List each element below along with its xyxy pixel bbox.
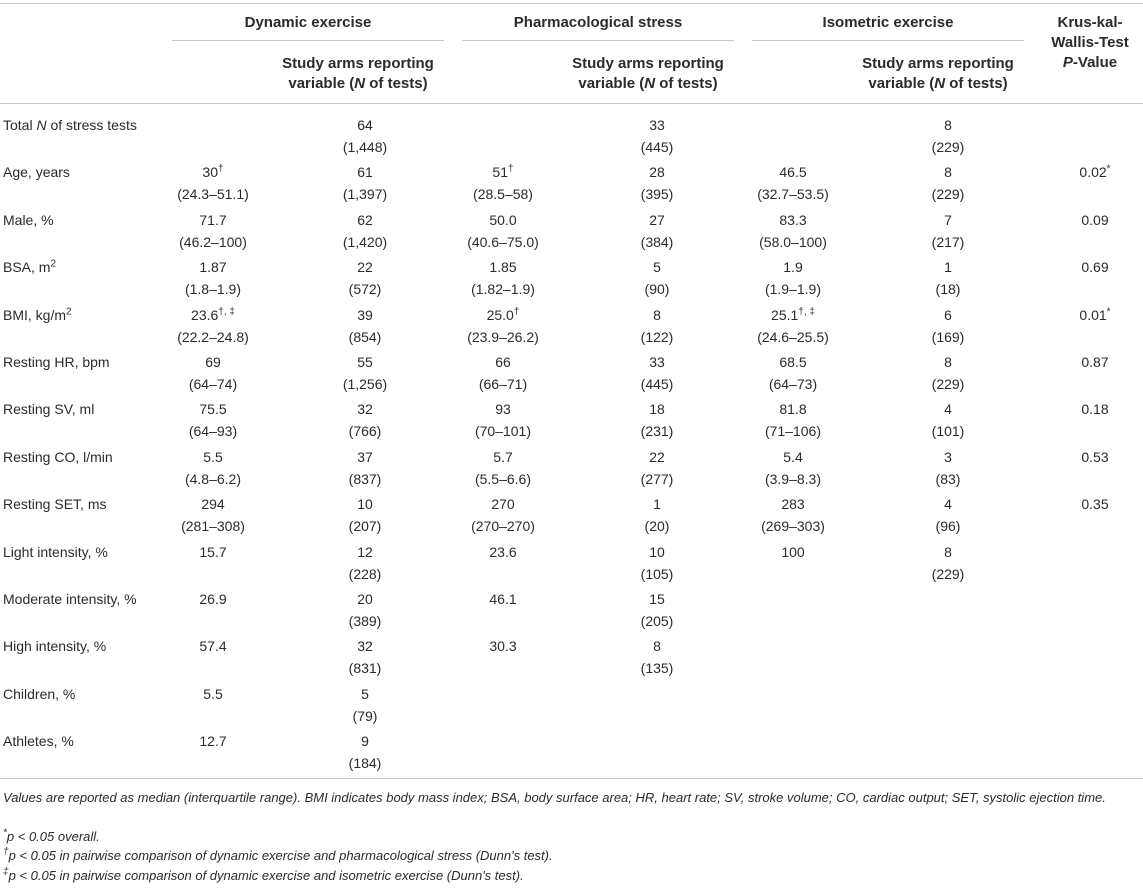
- row-label: BSA, $m^2$: [3, 258, 57, 276]
- row-label: Resting SET, ms: [3, 496, 107, 513]
- row-label: Children, %: [3, 685, 76, 702]
- table-cell: 23.6: [489, 543, 517, 560]
- table-cell: 20 (389): [348, 591, 382, 629]
- header-kruskal-wallis: [1040, 13, 1140, 73]
- row-label: Age, years: [3, 164, 70, 181]
- top-rule: [0, 3, 1143, 4]
- row-label: Light intensity, %: [3, 543, 108, 560]
- row-label: Resting SV, ml: [3, 401, 95, 418]
- table-cell: 8 (229): [931, 117, 965, 155]
- header-isometric-exercise: Isometric exercise: [822, 14, 954, 31]
- row-label: Resting HR, bpm: [3, 354, 110, 370]
- table-cell: 8 (135): [640, 638, 674, 677]
- table-cell: 5.5: [203, 685, 223, 702]
- table-cell: 61 (1,397): [342, 164, 388, 203]
- table-cell: 4 (101): [931, 401, 965, 440]
- table-cell: 25.0† (23.9–26.2): [467, 305, 539, 345]
- kw-line-2: Wallis-Test: [1051, 34, 1129, 51]
- p-value-cell: 0.69: [1081, 259, 1109, 276]
- p-value-cell: 0.35: [1081, 496, 1109, 513]
- row-label: Athletes, %: [3, 733, 74, 750]
- table-cell: 15.7: [199, 543, 227, 560]
- p-value-cell: 0.18: [1081, 401, 1109, 418]
- table-cell: 55 (1,256): [342, 354, 388, 392]
- table-cell: 62 (1,420): [342, 211, 388, 250]
- row-label: Male, %: [3, 211, 54, 228]
- p-value-cell: 0.09: [1081, 211, 1109, 228]
- table-cell: 30† (24.3–51.1): [177, 163, 249, 203]
- table-cell: 5.7 (5.5–6.6): [474, 448, 532, 487]
- kw-line-3: P-Value: [1062, 54, 1118, 71]
- group-rule-isometric: [752, 40, 1024, 41]
- subheader-study-arms-isometric: Study arms reporting variable (N of tests): [862, 55, 1014, 92]
- table-cell: 9 (184): [348, 733, 382, 772]
- table-cell: 66 (66–71): [478, 354, 528, 392]
- table-cell: 83.3 (58.0–100): [759, 211, 827, 250]
- table-cell: 33 (445): [640, 117, 674, 155]
- row-label: Resting CO, l/min: [3, 448, 113, 465]
- table-cell: 1 (18): [935, 259, 961, 298]
- table-cell: 27 (384): [640, 211, 674, 250]
- table-cell: 28 (395): [640, 164, 674, 203]
- table-cell: 5.5 (4.8–6.2): [184, 448, 242, 487]
- row-label: Total N of stress tests: [3, 117, 137, 133]
- table-cell: 100: [781, 543, 805, 560]
- table-cell: 5 (79): [352, 685, 378, 724]
- group-rule-dynamic: [172, 40, 444, 41]
- table-bottom-rule: [0, 778, 1143, 779]
- table-cell: 32 (766): [348, 401, 382, 440]
- row-label: High intensity, %: [3, 638, 107, 655]
- table-cell: 93 (70–101): [474, 401, 532, 440]
- table-cell: 46.1: [489, 591, 517, 607]
- table-cell: 68.5 (64–73): [768, 354, 818, 392]
- table-cell: 5 (90): [644, 259, 670, 298]
- header-pharmacological-stress: Pharmacological stress: [513, 14, 683, 31]
- table-cell: 22 (572): [348, 259, 382, 298]
- table-cell: 8 (229): [931, 543, 965, 582]
- table-cell: 32 (831): [348, 638, 382, 677]
- p-value-cell: 0.02*: [1079, 163, 1111, 181]
- table-cell: 8 (122): [640, 306, 674, 345]
- table-cell: 283 (269–303): [761, 496, 825, 535]
- p-value-cell: 0.87: [1081, 354, 1109, 370]
- table-cell: 12.7: [199, 733, 227, 750]
- table-cell: 26.9: [199, 591, 227, 607]
- footnote-dagger: †p < 0.05 in pairwise comparison of dynamic exercise and pharmacological stress (Dunn's test).: [3, 846, 553, 863]
- table-cell: 6 (169): [931, 306, 965, 345]
- table-cell: 64 (1,448): [342, 117, 388, 155]
- table-cell: 18 (231): [640, 401, 674, 440]
- table-cell: 10 (207): [348, 496, 382, 535]
- table-cell: 8 (229): [931, 354, 965, 392]
- subheader-study-arms-pharm: Study arms reporting variable (N of tests): [572, 55, 724, 92]
- table-cell: 15 (205): [640, 591, 674, 629]
- table-cell: 7 (217): [931, 211, 965, 250]
- table-cell: 75.5 (64–93): [188, 401, 238, 440]
- table-cell: 5.4 (3.9–8.3): [764, 448, 822, 487]
- table-cell: 1.9 (1.9–1.9): [764, 259, 822, 298]
- table-cell: 1 (20): [644, 496, 670, 535]
- kw-line-1: Krus-kal-: [1057, 14, 1123, 31]
- table-cell: 23.6†, ‡ (22.2–24.8): [177, 305, 249, 345]
- table-cell: 81.8 (71–106): [764, 401, 822, 440]
- table-cell: 30.3: [489, 638, 517, 655]
- table-cell: 12 (228): [348, 543, 382, 582]
- footnote-main: Values are reported as median (interquartile range). BMI indicates body mass index; BSA, body surface area; HR, heart rate; SV, stroke volume; CO, cardiac output; SET, systolic ejection time.: [3, 790, 1106, 805]
- row-label: BMI, $kg/m^2$: [3, 305, 72, 323]
- header-dynamic-exercise: Dynamic exercise: [244, 14, 372, 31]
- table-cell: 22 (277): [640, 448, 674, 487]
- table-cell: 57.4: [199, 638, 227, 655]
- table-cell: 37 (837): [348, 448, 382, 487]
- table-cell: 270 (270–270): [471, 496, 535, 535]
- header-bottom-rule: [0, 103, 1143, 104]
- table-cell: 8 (229): [931, 164, 965, 203]
- table-cell: 33 (445): [640, 354, 674, 392]
- table-cell: 46.5 (32.7–53.5): [757, 164, 829, 203]
- table-cell: 3 (83): [935, 448, 961, 487]
- row-label: Moderate intensity, %: [3, 591, 137, 607]
- table-cell: 1.85 (1.82–1.9): [471, 259, 535, 298]
- p-value-cell: 0.01*: [1079, 305, 1111, 323]
- table-cell: 71.7 (46.2–100): [179, 211, 247, 250]
- group-rule-pharm: [462, 40, 734, 41]
- table-cell: 39 (854): [348, 306, 382, 345]
- footnote-ddagger: ‡p < 0.05 in pairwise comparison of dynamic exercise and isometric exercise (Dunn's test).: [3, 866, 524, 883]
- subheader-study-arms-dynamic: Study arms reporting variable (N of tests): [282, 55, 434, 92]
- footnote-star: *p < 0.05 overall.: [3, 827, 100, 844]
- table-cell: 51† (28.5–58): [473, 163, 533, 203]
- table-cell: 294 (281–308): [181, 496, 245, 535]
- p-value-cell: 0.53: [1081, 448, 1109, 465]
- table-cell: 4 (96): [935, 496, 961, 535]
- table-cell: 50.0 (40.6–75.0): [467, 211, 539, 250]
- table-cell: 69 (64–74): [188, 354, 238, 392]
- table-cell: 25.1†, ‡ (24.6–25.5): [757, 305, 829, 345]
- table-cell: 10 (105): [640, 543, 674, 582]
- table-cell: 1.87 (1.8–1.9): [184, 259, 242, 298]
